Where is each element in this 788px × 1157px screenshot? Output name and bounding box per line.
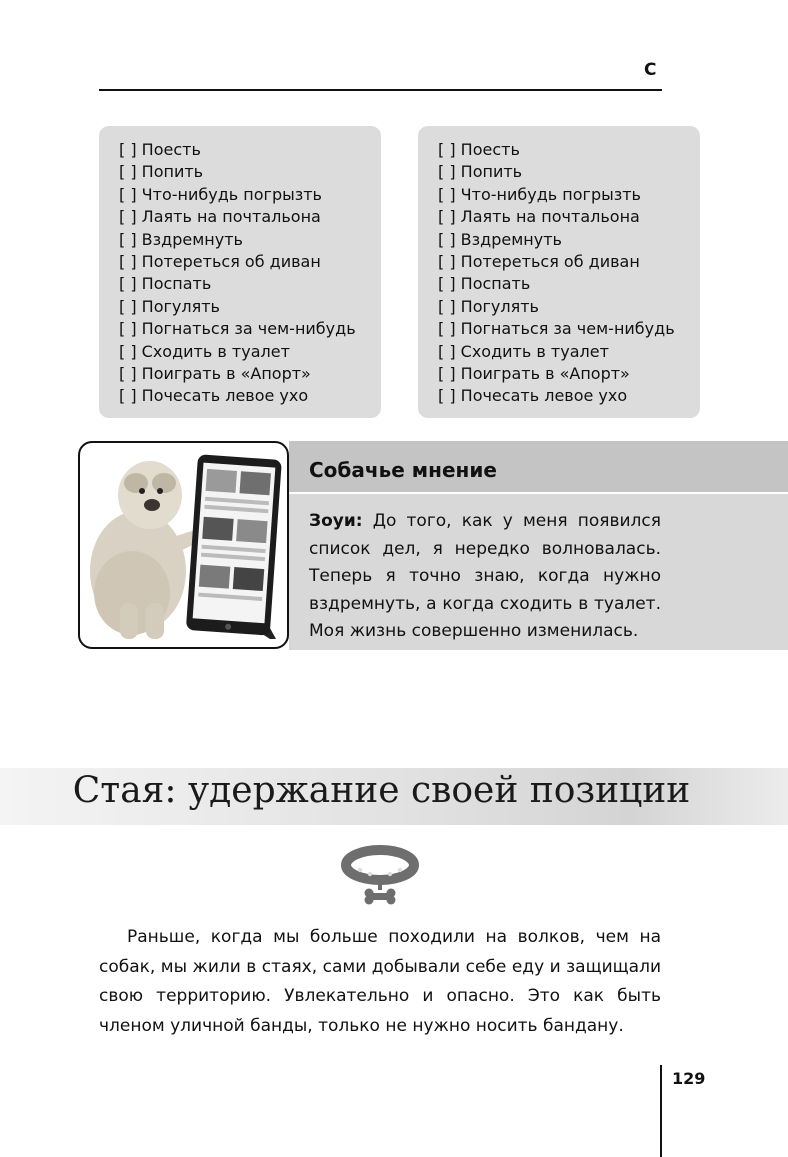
dog-collar-bone-icon — [340, 843, 420, 913]
checklist-item: [ ] Поспать — [438, 274, 531, 294]
checklist-item: [ ] Поиграть в «Апорт» — [438, 364, 630, 384]
checklist-right — [418, 126, 700, 418]
checklist-item: [ ] Почесать левое ухо — [438, 386, 628, 406]
body-paragraph: Раньше, когда мы больше походили на волков, чем на собак, мы жили в стаях, сами добывали себе еду и защищали свою территорию. Увлекательно и опасно. Это как быть членом уличной банды, только не нужно носить бандану. — [99, 927, 661, 1036]
checklist-item: [ ] Погулять — [119, 296, 220, 316]
checklist-item: [ ] Лаять на почтальона — [119, 207, 321, 227]
checklist-item: [ ] Сходить в туалет — [119, 341, 290, 361]
checklist-item: [ ] Поиграть в «Апорт» — [119, 364, 311, 384]
opinion-header — [289, 441, 788, 492]
checklist-item: [ ] Сходить в туалет — [438, 341, 609, 361]
dog-with-tablet-image — [78, 441, 289, 649]
checklist-item: [ ] Что-нибудь погрызть — [119, 184, 322, 204]
opinion-speaker: Зоуи: — [309, 511, 363, 531]
checklist-item: [ ] Почесать левое ухо — [119, 386, 309, 406]
page-number: 129 — [672, 1069, 706, 1088]
checklist-item: [ ] Вздремнуть — [119, 229, 243, 249]
checklist-item: [ ] Потереться об диван — [438, 252, 640, 272]
opinion-quote — [309, 508, 661, 646]
checklist-item: [ ] Что-нибудь погрызть — [438, 184, 641, 204]
checklist-item: [ ] Поесть — [119, 140, 201, 159]
checklist-left — [99, 126, 381, 418]
checklist-item: [ ] Вздремнуть — [438, 229, 562, 249]
page-number-rule — [660, 1065, 662, 1157]
checklist-item: [ ] Попить — [438, 162, 523, 182]
checklist-item: [ ] Поесть — [438, 140, 520, 159]
checklist-item: [ ] Попить — [119, 162, 204, 182]
checklist-item: [ ] Погулять — [438, 296, 539, 316]
checklist-item: [ ] Погнаться за чем-нибудь — [119, 319, 356, 339]
opinion-quote-text: До того, как у меня появился список дел, я нередко волновалась. Теперь я точно знаю, когда нужно вздремнуть, а когда сходить в туалет. Моя жизнь совершенно изменилась. — [309, 511, 661, 641]
section-title: Стая: удержание своей позиции — [72, 770, 691, 811]
opinion-body — [289, 494, 788, 650]
checklist-item: [ ] Лаять на почтальона — [438, 207, 640, 227]
dog-tablet-illustration — [80, 443, 287, 647]
dog-opinion-box — [78, 441, 788, 650]
header-rule — [99, 89, 662, 91]
checklist-item: [ ] Потереться об диван — [119, 252, 321, 272]
checklist-item: [ ] Поспать — [119, 274, 212, 294]
running-head-letter: С — [644, 60, 657, 80]
checklist-item: [ ] Погнаться за чем-нибудь — [438, 319, 675, 339]
opinion-title: Собачье мнение — [309, 458, 497, 482]
